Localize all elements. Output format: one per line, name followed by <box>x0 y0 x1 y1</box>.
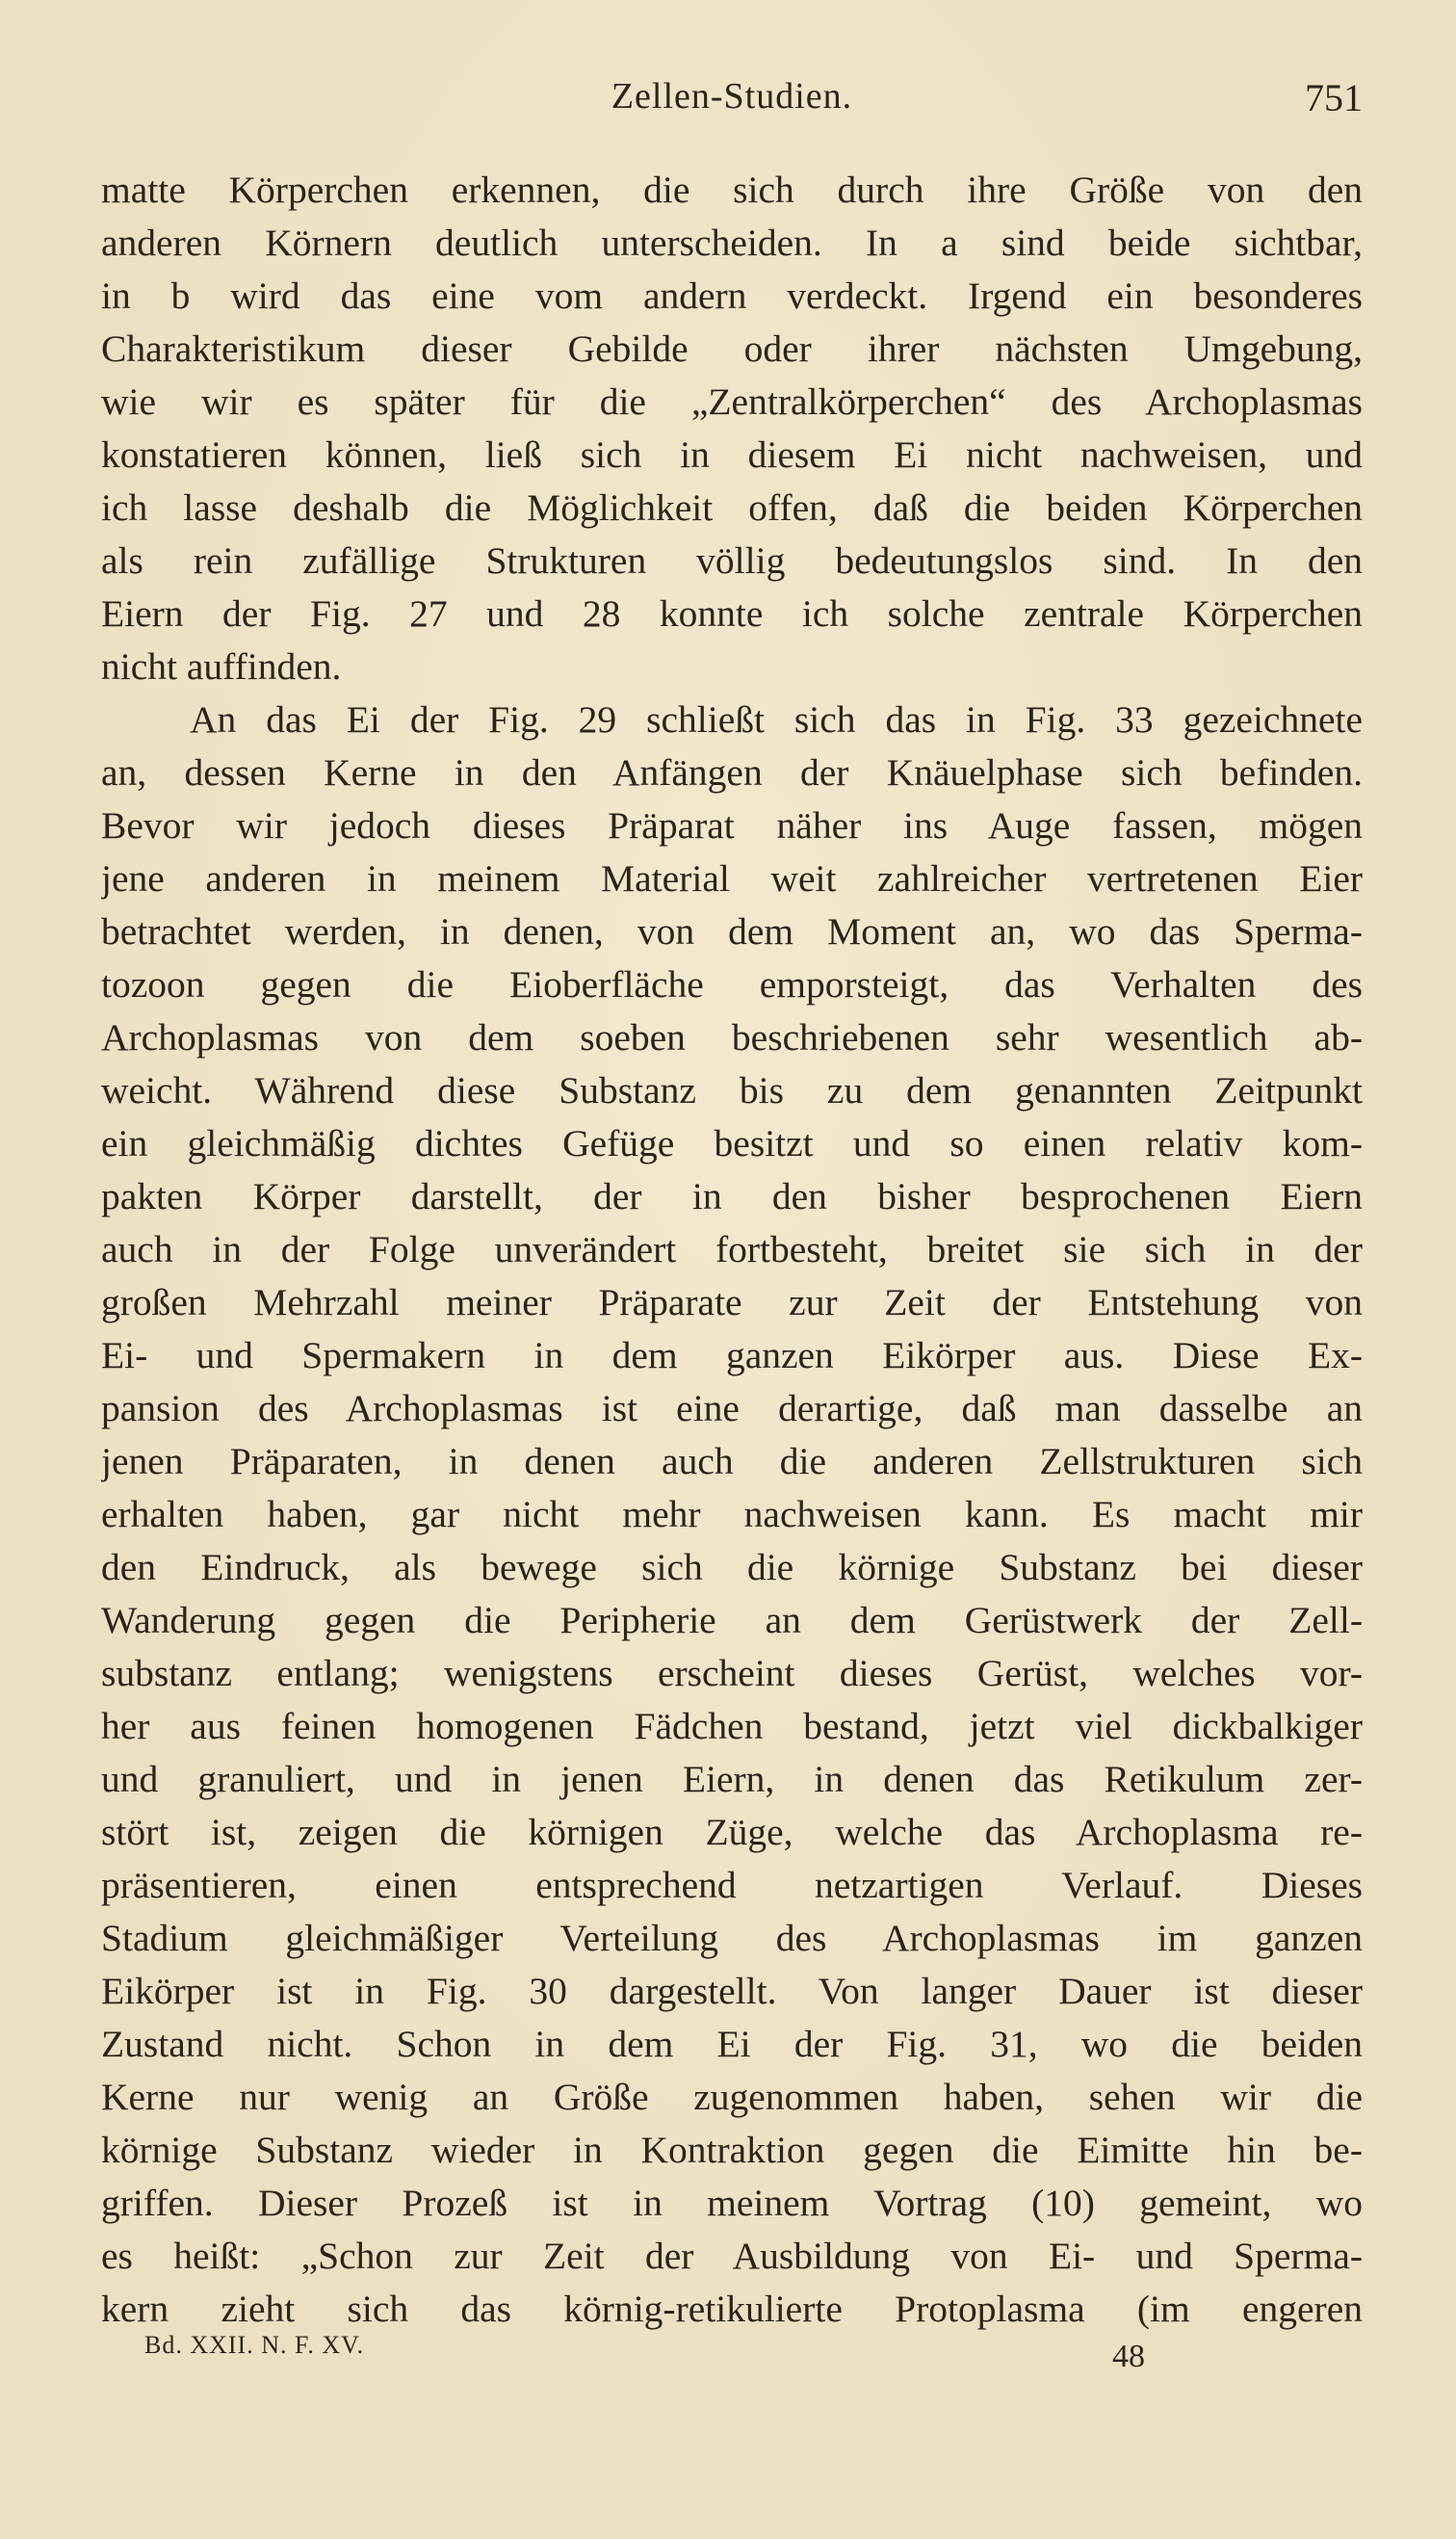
text-line: ich lasse deshalb die Möglichkeit offen, daß die beiden Körperchen <box>101 486 1363 529</box>
text-line: in b wird das eine vom andern verdeckt. Irgend ein besonderes <box>101 275 1363 317</box>
paragraph <box>101 164 1363 694</box>
text-line: den Eindruck, als bewege sich die körnige Substanz bei dieser <box>101 1546 1363 1588</box>
text-line: konstatieren können, ließ sich in diesem Ei nicht nachweisen, und <box>101 433 1363 476</box>
text-line: Eiern der Fig. 27 und 28 konnte ich solche zentrale Körperchen <box>101 592 1363 635</box>
text-line: es heißt: „Schon zur Zeit der Ausbildung von Ei- und Sperma- <box>101 2235 1363 2277</box>
text-line: an, dessen Kerne in den Anfängen der Knäuelphase sich befinden. <box>101 751 1363 794</box>
running-head <box>101 75 1363 129</box>
paragraph <box>101 694 1363 2336</box>
signature-mark: Bd. XXII. N. F. XV. <box>144 2331 365 2359</box>
text-line: Archoplasmas von dem soeben beschriebenen sehr wesentlich ab- <box>101 1016 1363 1059</box>
text-line: körnige Substanz wieder in Kontraktion gegen die Eimitte hin be- <box>101 2129 1363 2171</box>
text-line: tozoon gegen die Eioberfläche emporsteigt, das Verhalten des <box>101 963 1363 1006</box>
body-text <box>101 164 1363 2336</box>
text-line: nicht auffinden. <box>101 645 342 688</box>
text-line: pakten Körper darstellt, der in den bisher besprochenen Eiern <box>101 1175 1363 1217</box>
text-line: weicht. Während diese Substanz bis zu dem genannten Zeitpunkt <box>101 1069 1363 1112</box>
page-number: 751 <box>1305 76 1363 119</box>
text-line: pansion des Archoplasmas ist eine derartige, daß man dasselbe an <box>101 1387 1363 1429</box>
text-line: Kerne nur wenig an Größe zugenommen haben, sehen wir die <box>101 2076 1363 2118</box>
text-line: Stadium gleichmäßiger Verteilung des Archoplasmas im ganzen <box>101 1917 1363 1959</box>
text-line: substanz entlang; wenigstens erscheint dieses Gerüst, welches vor- <box>101 1652 1363 1694</box>
text-line: großen Mehrzahl meiner Präparate zur Zeit der Entstehung von <box>101 1281 1363 1323</box>
text-line: Eikörper ist in Fig. 30 dargestellt. Von langer Dauer ist dieser <box>101 1970 1363 2012</box>
text-line: jenen Präparaten, in denen auch die anderen Zellstrukturen sich <box>101 1440 1363 1482</box>
text-line: ein gleichmäßig dichtes Gefüge besitzt und so einen relativ kom- <box>101 1122 1363 1165</box>
text-line: griffen. Dieser Prozeß ist in meinem Vortrag (10) gemeint, wo <box>101 2182 1363 2224</box>
text-line: jene anderen in meinem Material weit zahlreicher vertretenen Eier <box>101 857 1363 900</box>
running-title: Zellen-Studien. <box>611 76 853 117</box>
text-line: präsentieren, einen entsprechend netzartigen Verlauf. Dieses <box>101 1864 1363 1906</box>
text-line: Wanderung gegen die Peripherie an dem Gerüstwerk der Zell- <box>101 1599 1363 1641</box>
text-line: anderen Körnern deutlich unterscheiden. In a sind beide sichtbar, <box>101 222 1363 264</box>
sheet-number: 48 <box>1112 2339 1145 2374</box>
text-line: und granuliert, und in jenen Eiern, in denen das Retikulum zer- <box>101 1758 1363 1800</box>
text-line: Bevor wir jedoch dieses Präparat näher ins Auge fassen, mögen <box>101 804 1363 847</box>
text-line: her aus feinen homogenen Fädchen bestand, jetzt viel dickbalkiger <box>101 1705 1363 1747</box>
text-line: Ei- und Spermakern in dem ganzen Eikörper aus. Diese Ex- <box>101 1334 1363 1376</box>
text-line: Zustand nicht. Schon in dem Ei der Fig. 31, wo die beiden <box>101 2023 1363 2065</box>
text-line: wie wir es später für die „Zentralkörperchen“ des Archoplasmas <box>101 380 1363 423</box>
text-line: Charakteristikum dieser Gebilde oder ihrer nächsten Umgebung, <box>101 327 1363 370</box>
text-line: als rein zufällige Strukturen völlig bedeutungslos sind. In den <box>101 539 1363 582</box>
text-line: matte Körperchen erkennen, die sich durch ihre Größe von den <box>101 169 1363 211</box>
text-line: An das Ei der Fig. 29 schließt sich das in Fig. 33 gezeichnete <box>190 698 1363 741</box>
page-footer <box>101 2331 1363 2379</box>
text-line: erhalten haben, gar nicht mehr nachweisen kann. Es macht mir <box>101 1493 1363 1535</box>
text-line: auch in der Folge unverändert fortbesteht, breitet sie sich in der <box>101 1228 1363 1270</box>
text-line: betrachtet werden, in denen, von dem Moment an, wo das Sperma- <box>101 910 1363 953</box>
text-line: stört ist, zeigen die körnigen Züge, welche das Archoplasma re- <box>101 1811 1363 1853</box>
text-line: kern zieht sich das körnig-retikulierte Protoplasma (im engeren <box>101 2288 1363 2330</box>
